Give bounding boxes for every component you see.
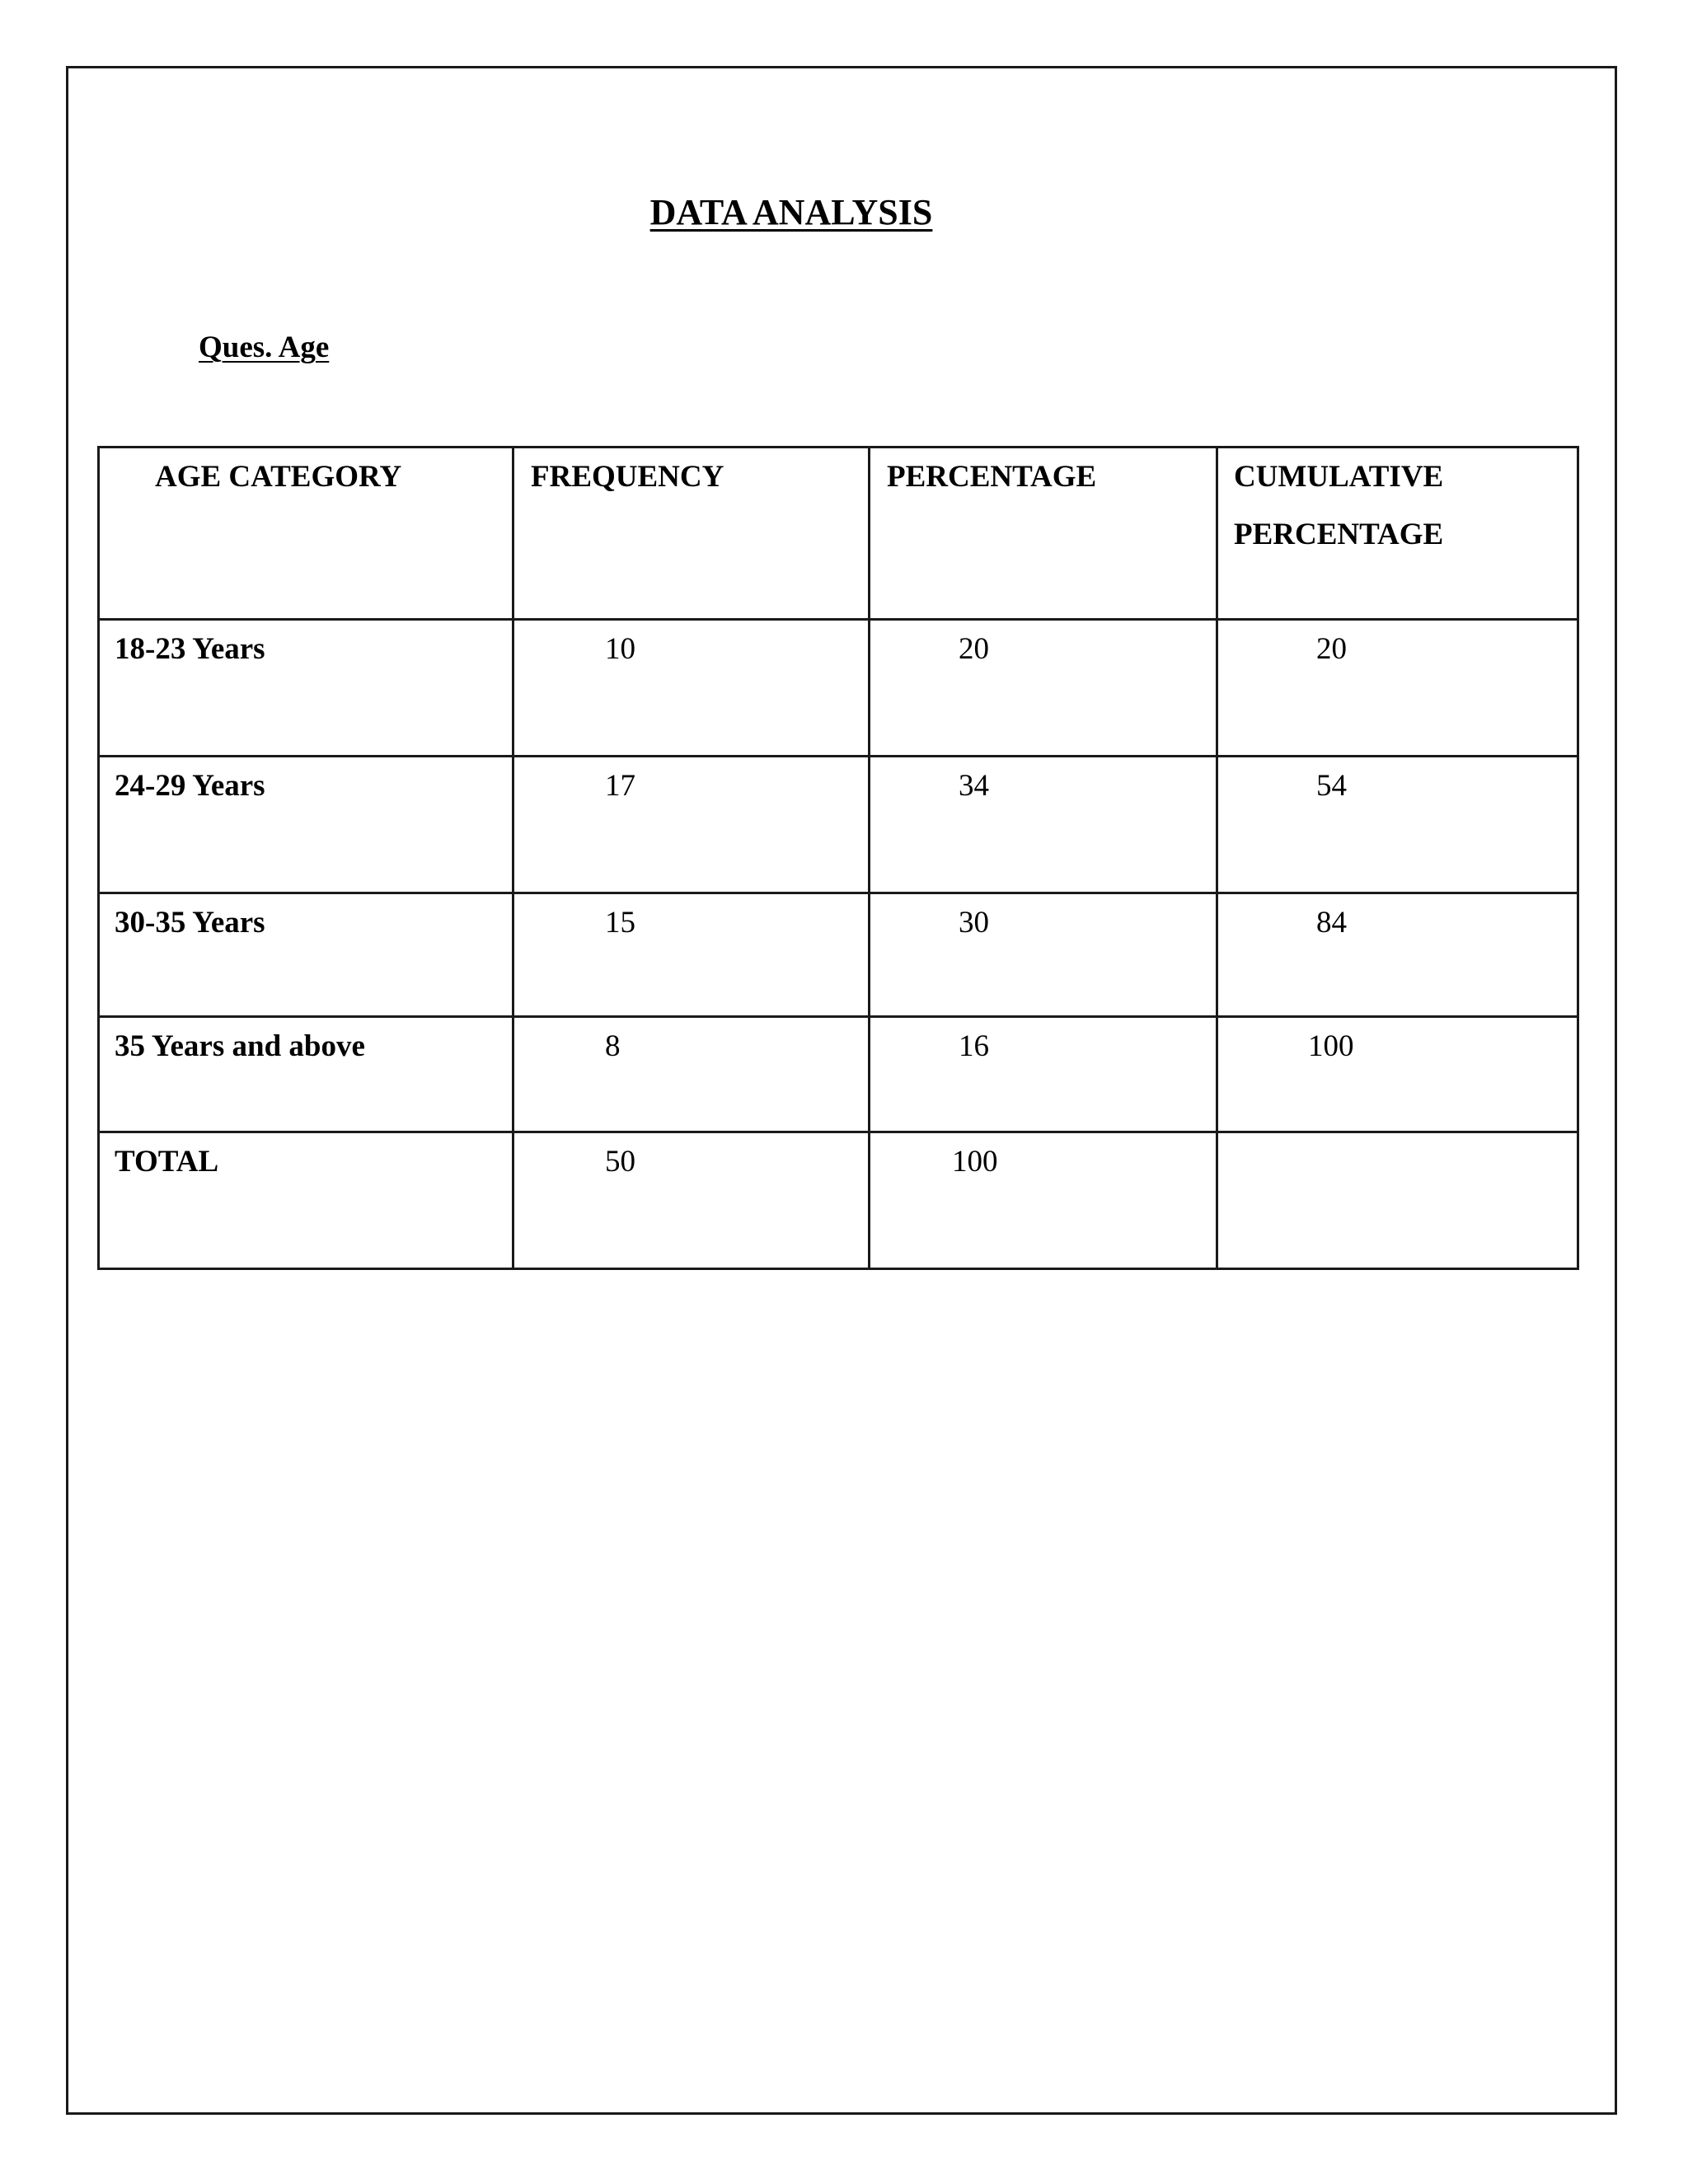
percentage-cell: 20: [870, 620, 1217, 757]
category-cell: 35 Years and above: [99, 1017, 513, 1132]
table-header-row: [99, 448, 1578, 620]
total-cumulative-cell: [1217, 1132, 1578, 1269]
cumulative-cell: 20: [1217, 620, 1578, 757]
total-label-cell: TOTAL: [99, 1132, 513, 1269]
table-row: [99, 757, 1578, 893]
header-cumulative-line1: CUMULATIVE: [1234, 460, 1444, 494]
total-percentage-cell: 100: [870, 1132, 1217, 1269]
frequency-cell: 15: [513, 893, 870, 1017]
total-frequency-cell: 50: [513, 1132, 870, 1269]
header-percentage: PERCENTAGE: [870, 448, 1217, 620]
header-cumulative-line2: PERCENTAGE: [1234, 518, 1444, 551]
category-cell: 30-35 Years: [99, 893, 513, 1017]
cumulative-cell: 100: [1217, 1017, 1578, 1132]
frequency-cell: 17: [513, 757, 870, 893]
table-row: [99, 620, 1578, 757]
age-distribution-table: [97, 446, 1579, 1270]
table-row: [99, 893, 1578, 1017]
category-cell: 18-23 Years: [99, 620, 513, 757]
cumulative-cell: 84: [1217, 893, 1578, 1017]
header-cumulative-percentage: [1217, 448, 1578, 620]
table-total-row: [99, 1132, 1578, 1269]
page-title: DATA ANALYSIS: [649, 192, 933, 232]
table-row: [99, 1017, 1578, 1132]
frequency-cell: 8: [513, 1017, 870, 1132]
header-age-category: AGE CATEGORY: [99, 448, 513, 620]
frequency-cell: 10: [513, 620, 870, 757]
cumulative-cell: 54: [1217, 757, 1578, 893]
question-label: Ques. Age: [199, 330, 330, 364]
category-cell: 24-29 Years: [99, 757, 513, 893]
percentage-cell: 34: [870, 757, 1217, 893]
percentage-cell: 30: [870, 893, 1217, 1017]
percentage-cell: 16: [870, 1017, 1217, 1132]
header-frequency: FREQUENCY: [513, 448, 870, 620]
